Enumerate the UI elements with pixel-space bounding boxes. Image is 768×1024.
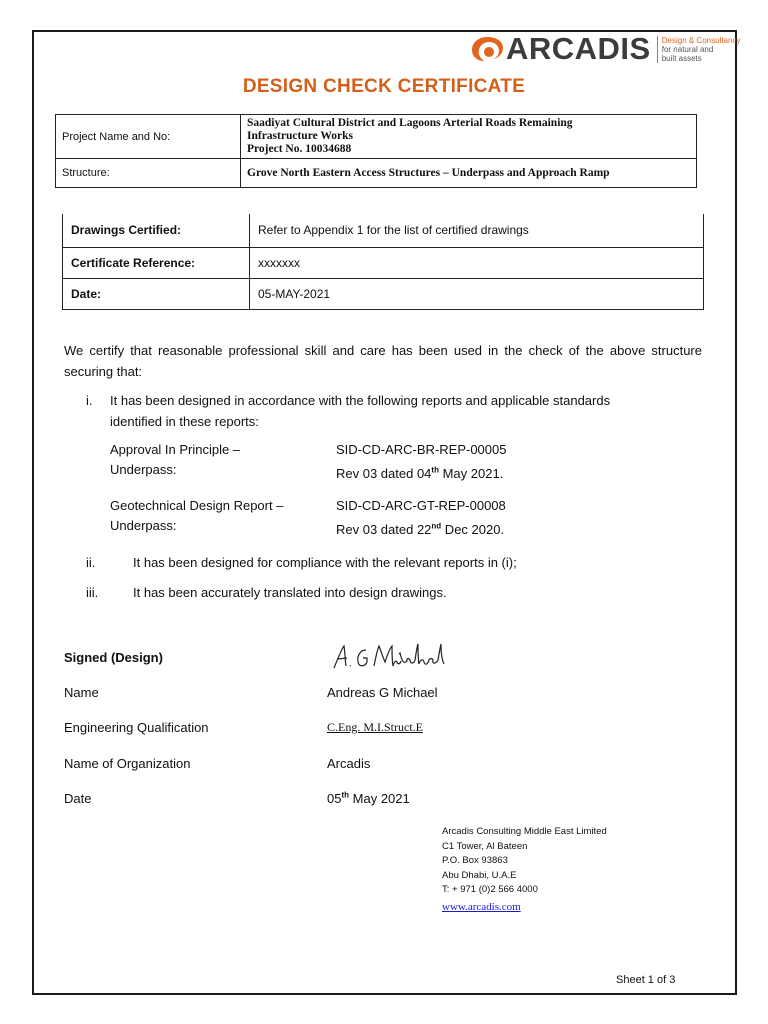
rev-text: Rev 03 dated 22	[336, 522, 432, 537]
sheet-number: Sheet 1 of 3	[616, 974, 676, 986]
arcadis-logo	[470, 31, 741, 66]
certificate-details-table	[62, 214, 704, 310]
report-title-line: Geotechnical Design Report –	[110, 498, 284, 513]
date-value: 05-MAY-2021	[250, 278, 704, 309]
report-title	[110, 496, 283, 536]
rev-text: May 2021.	[438, 466, 504, 481]
project-number: Project No. 10034688	[247, 143, 352, 155]
qualification-label: Engineering Qualification	[64, 720, 209, 735]
drawings-value: Refer to Appendix 1 for the list of certified drawings	[250, 214, 704, 247]
date-text: May 2021	[349, 791, 410, 806]
list-item-text: It has been accurately translated into design drawings.	[133, 585, 447, 600]
date-text: 05	[327, 791, 342, 806]
brand-tagline-1: Design & Consultancy	[661, 35, 741, 45]
list-item-text: It has been designed in accordance with the following reports and applicable standards	[110, 393, 611, 408]
table-row	[63, 214, 704, 247]
arcadis-swirl-icon	[470, 34, 504, 64]
address-line: Abu Dhabi, U.A.E	[442, 869, 517, 881]
date-suffix: th	[341, 790, 350, 800]
structure-value: Grove North Eastern Access Structures – Underpass and Approach Ramp	[241, 159, 697, 188]
project-name-line: Infrastructure Works	[247, 130, 353, 142]
list-number: iii.	[86, 585, 99, 600]
report-title-line: Underpass:	[110, 518, 177, 533]
signed-label: Signed (Design)	[64, 650, 163, 665]
table-row	[63, 247, 704, 278]
rev-text: Rev 03 dated 04	[336, 466, 432, 481]
rev-text: Dec 2020.	[441, 522, 505, 537]
date-label: Date:	[63, 278, 250, 309]
signature-image	[330, 640, 450, 674]
project-table	[55, 114, 697, 188]
address-phone: T: + 971 (0)2 566 4000	[442, 884, 538, 896]
page-title: DESIGN CHECK CERTIFICATE	[242, 76, 526, 97]
brand-tagline-2: for natural and	[661, 44, 714, 54]
certificate-ref-label: Certificate Reference:	[63, 247, 250, 278]
drawings-label: Drawings Certified:	[63, 214, 250, 247]
table-row	[56, 115, 697, 159]
list-number: i.	[86, 393, 93, 408]
brand-name: ARCADIS	[506, 31, 651, 66]
organization-value: Arcadis	[327, 756, 371, 771]
qualification-value: C.Eng. M.I.Struct.E	[327, 720, 423, 734]
address-line: P.O. Box 93863	[442, 855, 508, 867]
report-revision	[336, 464, 506, 484]
list-item-text: It has been designed for compliance with the relevant reports in (i);	[133, 555, 517, 570]
list-item-text: identified in these reports:	[110, 414, 259, 429]
report-reference	[336, 440, 506, 484]
report-title-line: Underpass:	[110, 462, 177, 477]
address-line: Arcadis Consulting Middle East Limited	[442, 826, 607, 837]
company-address	[442, 825, 607, 916]
sign-date-value	[327, 791, 410, 806]
report-title	[110, 440, 240, 480]
sign-date-label: Date	[64, 791, 92, 806]
website-link[interactable]: www.arcadis.com	[442, 900, 521, 913]
structure-label: Structure:	[56, 159, 241, 188]
list-item	[110, 390, 610, 432]
project-name-label: Project Name and No:	[56, 115, 241, 159]
address-line: C1 Tower, Al Bateen	[442, 840, 528, 852]
report-code: SID-CD-ARC-GT-REP-00008	[336, 498, 506, 513]
table-row	[56, 159, 697, 188]
signature	[330, 640, 450, 674]
report-title-line: Approval In Principle –	[110, 442, 241, 457]
rev-suffix: nd	[431, 521, 442, 531]
organization-label: Name of Organization	[64, 756, 191, 771]
name-value: Andreas G Michael	[327, 685, 438, 700]
brand-tagline	[657, 36, 741, 63]
list-number: ii.	[86, 555, 96, 570]
report-revision	[336, 520, 506, 540]
project-name-line: Saadiyat Cultural District and Lagoons Arterial Roads Remaining	[247, 117, 573, 129]
name-label: Name	[64, 685, 99, 700]
report-reference	[336, 496, 506, 540]
project-name-value	[241, 115, 697, 159]
report-code: SID-CD-ARC-BR-REP-00005	[336, 442, 507, 457]
certificate-ref-value: xxxxxxx	[250, 247, 704, 278]
brand-tagline-3: built assets	[661, 53, 702, 63]
table-row	[63, 278, 704, 309]
rev-suffix: th	[431, 465, 439, 475]
certification-intro: We certify that reasonable professional skill and care has been used in the check of the above structure securing that:	[64, 343, 702, 379]
